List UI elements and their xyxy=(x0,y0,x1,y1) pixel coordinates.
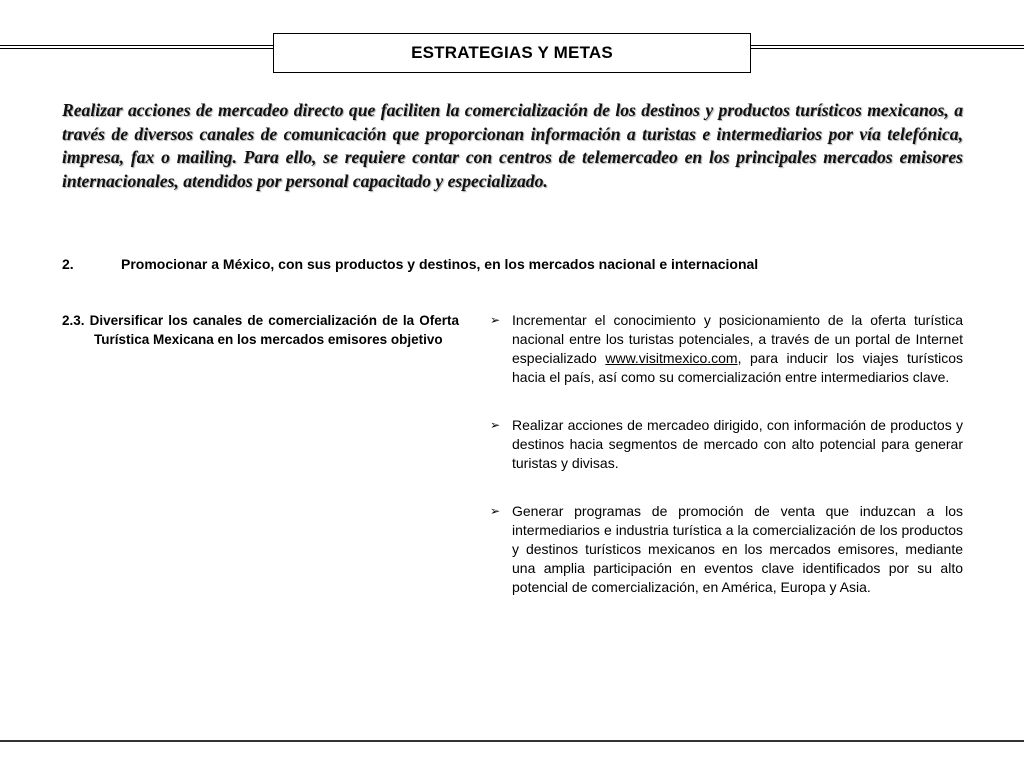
list-item xyxy=(490,502,963,597)
arrow-bullet-icon: ➢ xyxy=(490,313,501,327)
intro-paragraph: Realizar acciones de mercadeo directo que faciliten la comercialización de los destinos y productos turísticos mexicanos, a través de diversos canales de comunicación que proporcionan información a turistas e intermediarios por vía telefónica, impresa, fax o mailing. Para ello, se requiere contar con centros de telemercadeo en los principales mercados emisores internacionales, atendidos por personal capacitado y especializado. xyxy=(62,100,963,191)
bullet-text: Realizar acciones de mercadeo dirigido, con información de productos y destinos hacia segmentos de mercado con alto potencial para generar turistas y divisas. xyxy=(512,417,963,471)
visitmexico-link[interactable]: www.visitmexico.com xyxy=(605,350,738,366)
bullet-text: Incrementar el conocimiento y posicionamiento de la oferta turística nacional entre los turistas potenciales, a través de un portal de Internet especializado xyxy=(512,312,963,366)
section-title: Promocionar a México, con sus productos y destinos, en los mercados nacional e internacional xyxy=(121,256,759,272)
page-title: ESTRATEGIAS Y METAS xyxy=(411,43,613,62)
arrow-bullet-icon: ➢ xyxy=(490,504,501,518)
bullet-text-continued: , para inducir los viajes turísticos hacia el país, así como su comercialización entre intermediarios clave. xyxy=(512,350,963,385)
list-item xyxy=(490,311,963,387)
bullet-list xyxy=(490,311,963,597)
bullet-text: Generar programas de promoción de venta que induzcan a los intermediarios e industria turística a la comercialización de los productos y destinos turísticos mexicanos en los mercados emisores, mediante una amplia participación en eventos clave identificados por su alto potencial de comercialización, en América, Europa y Asia. xyxy=(512,503,963,595)
section-heading xyxy=(62,255,758,273)
subsection-heading: 2.3. Diversificar los canales de comercialización de la Oferta Turística Mexicana en los mercados emisores objetivo xyxy=(62,313,459,347)
page-title-box xyxy=(273,33,751,73)
arrow-bullet-icon: ➢ xyxy=(490,418,501,432)
section-number: 2. xyxy=(62,256,74,272)
list-item xyxy=(490,416,963,473)
bottom-rule xyxy=(0,740,1024,742)
